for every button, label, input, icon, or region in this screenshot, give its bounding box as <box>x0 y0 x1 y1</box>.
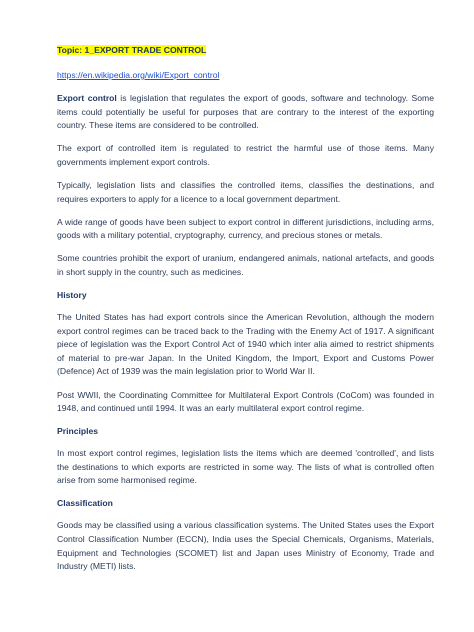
history-paragraph-2: Post WWII, the Coordinating Committee for Multilateral Export Controls (CoCom) was founded in 1948, and continued until 1994. It was an early multilateral export control regime. <box>57 389 434 414</box>
intro-paragraph <box>57 92 434 133</box>
document-title <box>57 44 434 56</box>
paragraph-legislation: Typically, legislation lists and classifies the controlled items, classifies the destinations, and requires exporters to apply for a licence to a local government department. <box>57 179 434 204</box>
paragraph-prohibit: Some countries prohibit the export of uranium, endangered animals, national artefacts, and goods in short supply in the country, such as medicines. <box>57 253 434 277</box>
principles-paragraph: In most export control regimes, legislation lists the items which are deemed 'controlled', and lists the destinations to which exports are restricted in some way. The lists of what is controlled often arise from some harmonised regime. <box>57 448 434 486</box>
paragraph-goods: A wide range of goods have been subject to export control in different jurisdictions, including arms, goods with a military potential, cryptography, currency, and precious stones or metals. <box>57 216 434 241</box>
history-heading: History <box>57 290 87 301</box>
classification-paragraph: Goods may be classified using a various classification systems. The United States uses the Export Control Classification Number (ECCN), India uses the Special Chemicals, Organisms, Materials, Equipment and Technologies (SCOMET) list and Japan uses Ministry of Economy, Trade and Industry (METI) lists. <box>57 520 434 572</box>
intro-text: is legislation that regulates the export of goods, software and technology. Some items could potentially be useful for purposes that are contrary to the interest of the exporting country. These items are considered to be controlled. <box>57 93 434 131</box>
history-paragraph-1: The United States has had export controls since the American Revolution, although the modern export control regimes can be traced back to the Trading with the Enemy Act of 1917. A significant piece of legislation was the Export Control Act of 1940 which inter alia aimed to restrict shipments of material to pre-war Japan. In the United Kingdom, the Import, Export and Customs Power (Defence) Act of 1939 was the main legislation prior to World War II. <box>57 312 434 377</box>
principles-heading: Principles <box>57 426 99 437</box>
document-title-text: Topic: 1_EXPORT TRADE CONTROL <box>57 45 207 55</box>
wikipedia-link[interactable]: https://en.wikipedia.org/wiki/Export_control <box>57 70 220 80</box>
intro-bold-term: Export control <box>57 93 117 103</box>
paragraph-regulation: The export of controlled item is regulated to restrict the harmful use of those items. Many governments implement export controls. <box>57 143 434 167</box>
classification-heading: Classification <box>57 498 113 509</box>
